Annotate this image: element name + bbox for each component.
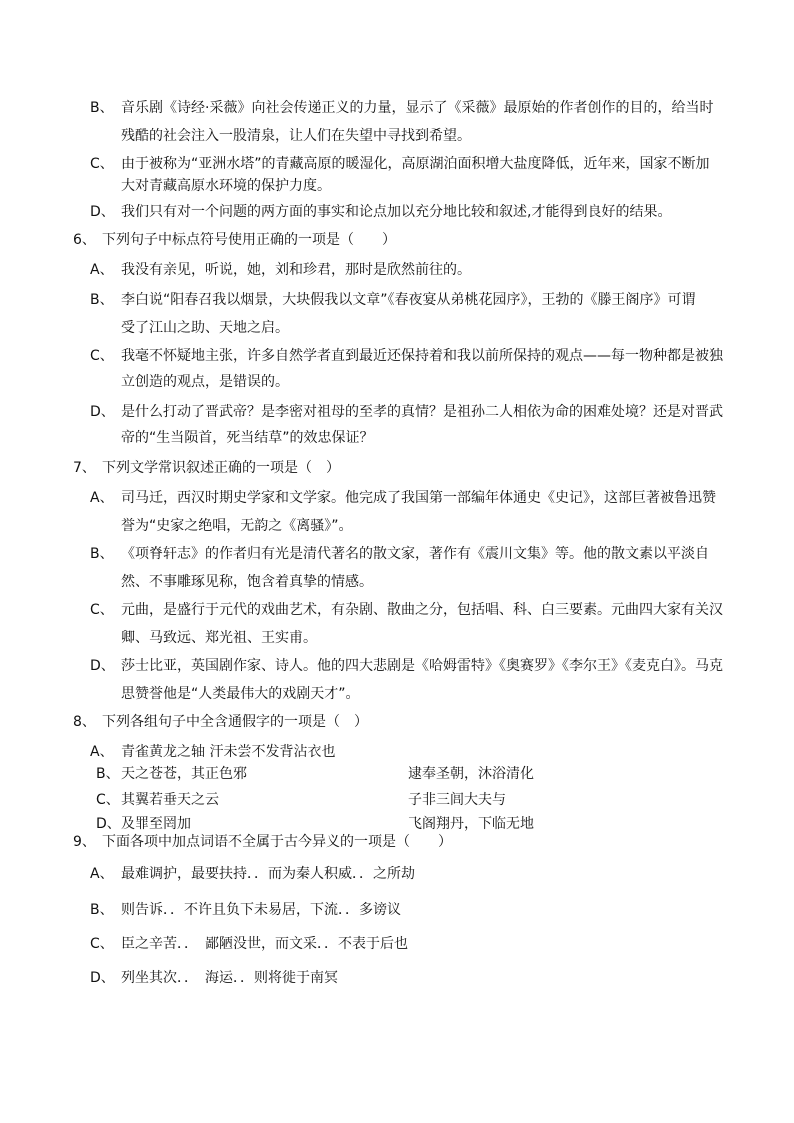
q6-option-c-line1: 我毫不怀疑地主张，许多自然学者直到最近还保持着和我以前所保持的观点——每一物种都是被独 <box>121 348 723 364</box>
q5-option-b-label: B、 <box>90 100 114 116</box>
q6-stem: 下列句子中标点符号使用正确的一项是（ ） <box>102 232 396 248</box>
q9-option-b-label: B、 <box>90 902 114 918</box>
q6-option-b-line2: 受了江山之助、天地之启。 <box>121 320 289 336</box>
q6-option-c-label: C、 <box>90 348 114 364</box>
q6-option-d-label: D、 <box>90 404 115 420</box>
q8-option-d-left: 及罪至罔加 <box>121 816 191 832</box>
q9-option-d-line1: 列坐其次．． 海运．．则将徙于南冥 <box>121 970 338 986</box>
q7-option-c-line2: 卿、马致远、郑光祖、王实甫。 <box>121 630 317 646</box>
q9-option-b-line1: 则告诉．．不许且负下未易居，下流．．多谤议 <box>121 902 401 918</box>
q6-option-b-label: B、 <box>90 292 114 308</box>
q8-option-d-right: 飞阁翔丹，下临无地 <box>408 816 534 832</box>
q8-option-b-right: 逮奉圣朝，沐浴清化 <box>408 766 534 782</box>
q6-option-b-line1: 李白说“阳春召我以烟景，大块假我以文章”《春夜宴从弟桃花园序》，王勃的《滕王阁序》可谓 <box>121 292 696 308</box>
q7-option-d-line1: 莎士比亚，英国剧作家、诗人。他的四大悲剧是《哈姆雷特》《奥赛罗》《李尔王》《麦克白》。马克 <box>121 658 723 674</box>
q7-option-d-label: D、 <box>90 658 115 674</box>
q5-option-b-line2: 残酷的社会注入一股清泉，让人们在失望中寻找到希望。 <box>121 128 471 144</box>
q5-option-d-label: D、 <box>90 204 115 220</box>
q7-option-c-label: C、 <box>90 602 114 618</box>
q5-option-c-line1: 由于被称为“亚洲水塔”的青藏高原的暖湿化，高原湖泊面积增大盐度降低，近年来，国家不断加 <box>121 156 710 172</box>
q7-option-b-line1: 《项脊轩志》的作者归有光是清代著名的散文家，著作有《震川文集》等。他的散文素以平淡自 <box>121 546 709 562</box>
q9-option-c-label: C、 <box>90 936 114 952</box>
q8-stem: 下列各组句子中全含通假字的一项是（ ） <box>102 714 368 730</box>
q7-option-a-label: A、 <box>90 490 114 506</box>
q9-option-d-label: D、 <box>90 970 115 986</box>
q8-number: 8、 <box>73 714 96 730</box>
q7-stem: 下列文学常识叙述正确的一项是（ ） <box>102 460 340 476</box>
q6-option-a-label: A、 <box>90 262 114 278</box>
q6-option-d-line2: 帝的“生当陨首，死当结草”的效忠保证？ <box>121 430 374 446</box>
q6-option-c-line2: 立创造的观点，是错误的。 <box>121 374 289 390</box>
q8-option-a-left: 青雀黄龙之轴 汗未尝不发背沾衣也 <box>121 744 336 760</box>
q9-option-a-label: A、 <box>90 866 114 882</box>
q7-option-a-line1: 司马迁，西汉时期史学家和文学家。他完成了我国第一部编年体通史《史记》，这部巨著被鲁迅赞 <box>121 490 716 506</box>
q7-option-c-line1: 元曲，是盛行于元代的戏曲艺术，有杂剧、散曲之分，包括唱、科、白三要素。元曲四大家有关汉 <box>121 602 723 618</box>
q8-option-d-label: D、 <box>96 816 121 832</box>
q8-option-a-label: A、 <box>90 744 114 760</box>
q9-option-c-line1: 臣之辛苦．． 鄙陋没世，而文采．．不表于后也 <box>121 936 408 952</box>
q8-option-b-label: B、 <box>96 766 120 782</box>
q8-option-c-label: C、 <box>96 792 120 808</box>
q7-number: 7、 <box>73 460 96 476</box>
q6-number: 6、 <box>73 232 96 248</box>
q8-option-b-left: 天之苍苍，其正色邪 <box>121 766 247 782</box>
q7-option-a-line2: 誉为“史家之绝唱，无韵之《离骚》”。 <box>121 518 353 534</box>
q6-option-d-line1: 是什么打动了晋武帝？是李密对祖母的至孝的真情？是祖孙二人相依为命的困难处境？还是对晋武 <box>121 404 723 420</box>
q5-option-c-label: C、 <box>90 156 114 172</box>
q9-option-a-line1: 最难调护，最要扶持．．而为秦人积威．．之所劫 <box>121 866 415 882</box>
q7-option-b-label: B、 <box>90 546 114 562</box>
q9-number: 9、 <box>73 834 96 850</box>
q7-option-b-line2: 然、不事雕琢见称，饱含着真挚的情感。 <box>121 574 373 590</box>
q5-option-d-line1: 我们只有对一个问题的两方面的事实和论点加以充分地比较和叙述,才能得到良好的结果。 <box>121 204 672 220</box>
q6-option-a-line1: 我没有亲见，听说，她，刘和珍君，那时是欣然前往的。 <box>121 262 471 278</box>
q5-option-b-line1: 音乐剧《诗经·采薇》向社会传递正义的力量，显示了《采薇》最原始的作者创作的目的，给当时 <box>121 100 714 116</box>
q9-stem: 下面各项中加点词语不全属于古今异义的一项是（ ） <box>102 834 452 850</box>
q7-option-d-line2: 思赞誉他是“人类最伟大的戏剧天才”。 <box>121 686 360 702</box>
q8-option-c-right: 子非三闾大夫与 <box>408 792 506 808</box>
q5-option-c-line2: 大对青藏高原水环境的保护力度。 <box>121 178 331 194</box>
q8-option-c-left: 其翼若垂天之云 <box>121 792 219 808</box>
